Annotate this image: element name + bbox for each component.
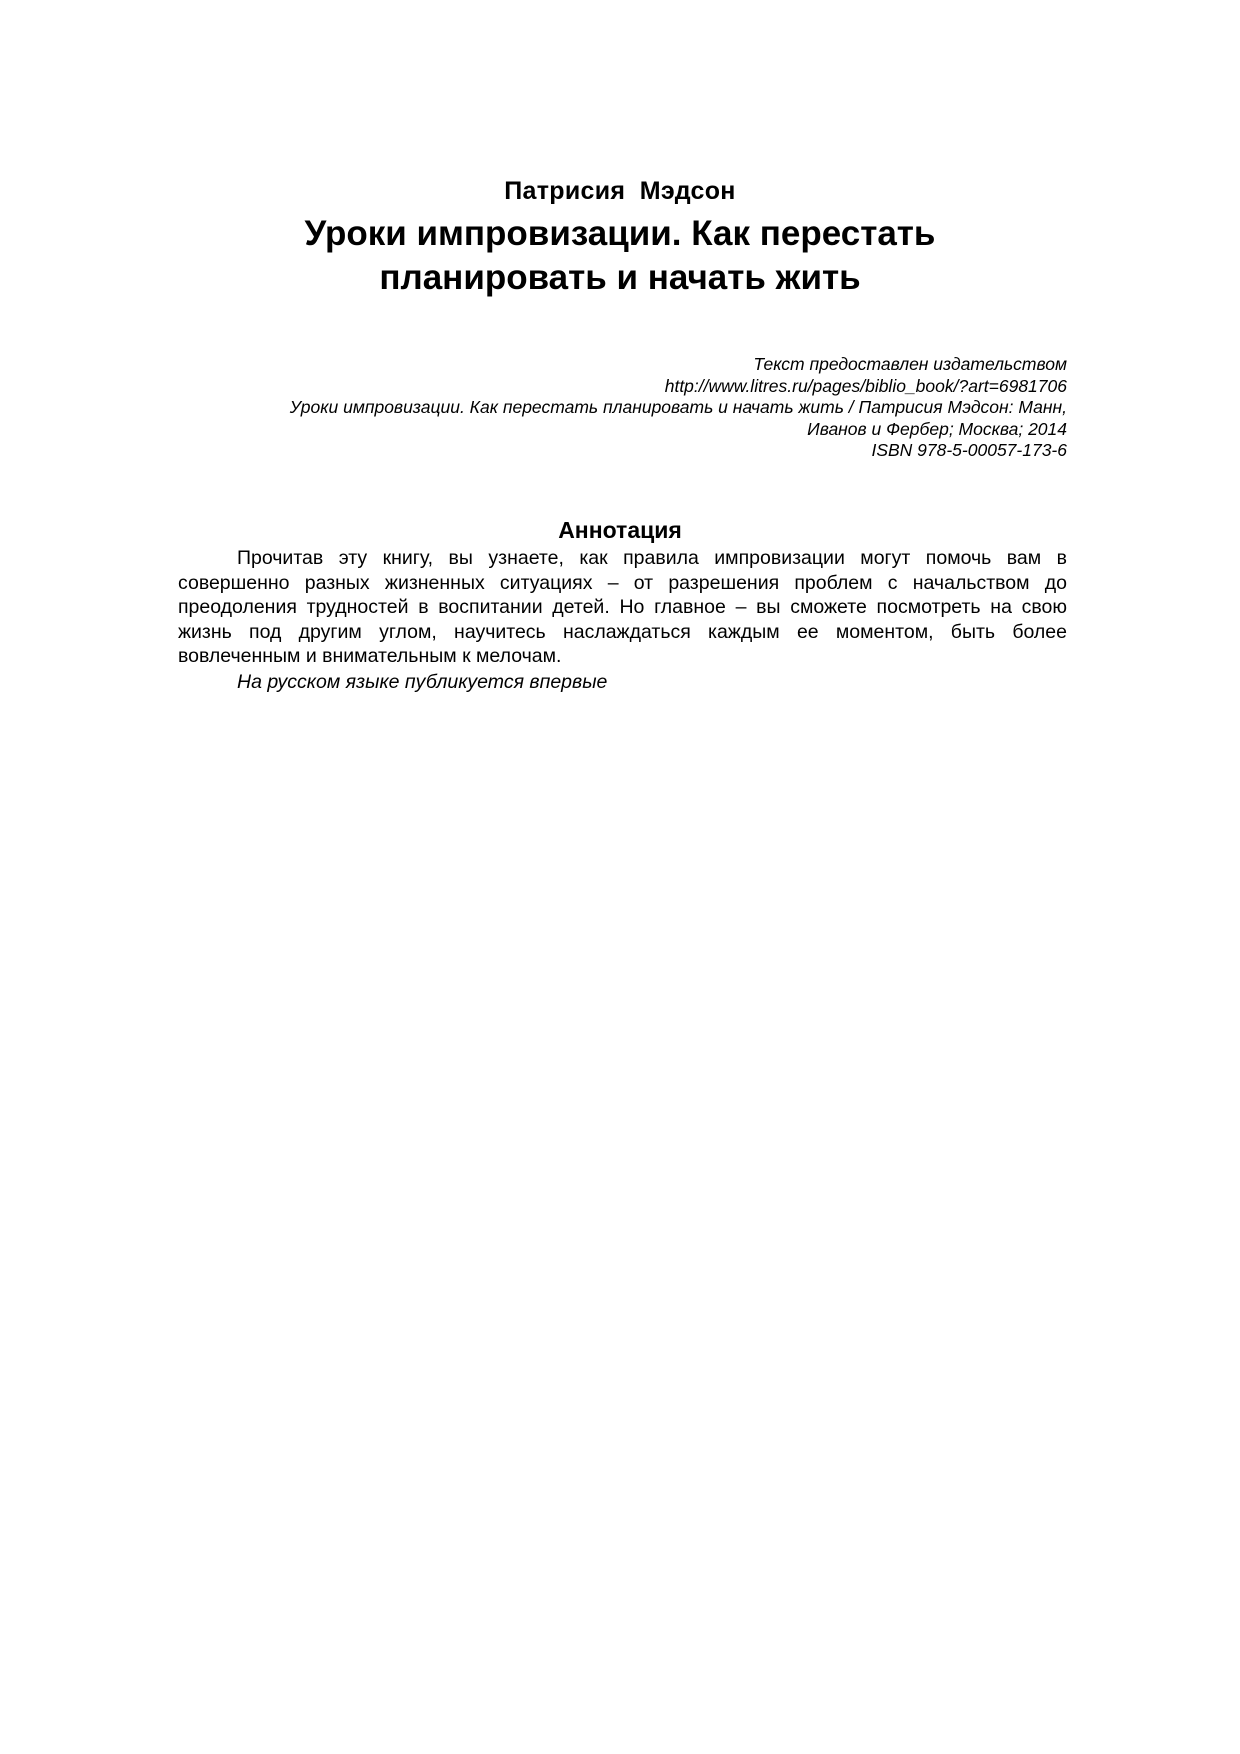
publication-info — [170, 354, 1067, 462]
citation-line-continued: Иванов и Фербер; Москва; 2014 — [807, 418, 1067, 439]
isbn: ISBN 978-5-00057-173-6 — [871, 440, 1067, 460]
publication-note: На русском языке публикуется впервые — [237, 671, 608, 693]
source-url: http://www.litres.ru/pages/biblio_book/?art=6981706 — [664, 375, 1067, 396]
book-author: Патрисия Мэдсон — [504, 177, 736, 205]
annotation-heading: Аннотация — [558, 517, 682, 543]
citation-line: Уроки импровизации. Как перестать планировать и начать жить / Патрисия Мэдсон: Манн, — [289, 397, 1067, 417]
annotation-text: Прочитав эту книгу, вы узнаете, как правила импровизации могут помочь вам в совершенно разных жизненных ситуациях – от разрешения проблем с начальством до преодоления трудностей в воспитании детей. Но главное – вы сможете посмотреть на свою жизнь под другим углом, научитесь наслаждаться каждым ее моментом, быть более вовлеченным и внимательным к мелочам. — [178, 547, 1067, 668]
publisher-line: Текст предоставлен издательством — [753, 354, 1067, 374]
book-title: Уроки импровизации. Как перестать планировать и начать жить — [304, 214, 936, 297]
